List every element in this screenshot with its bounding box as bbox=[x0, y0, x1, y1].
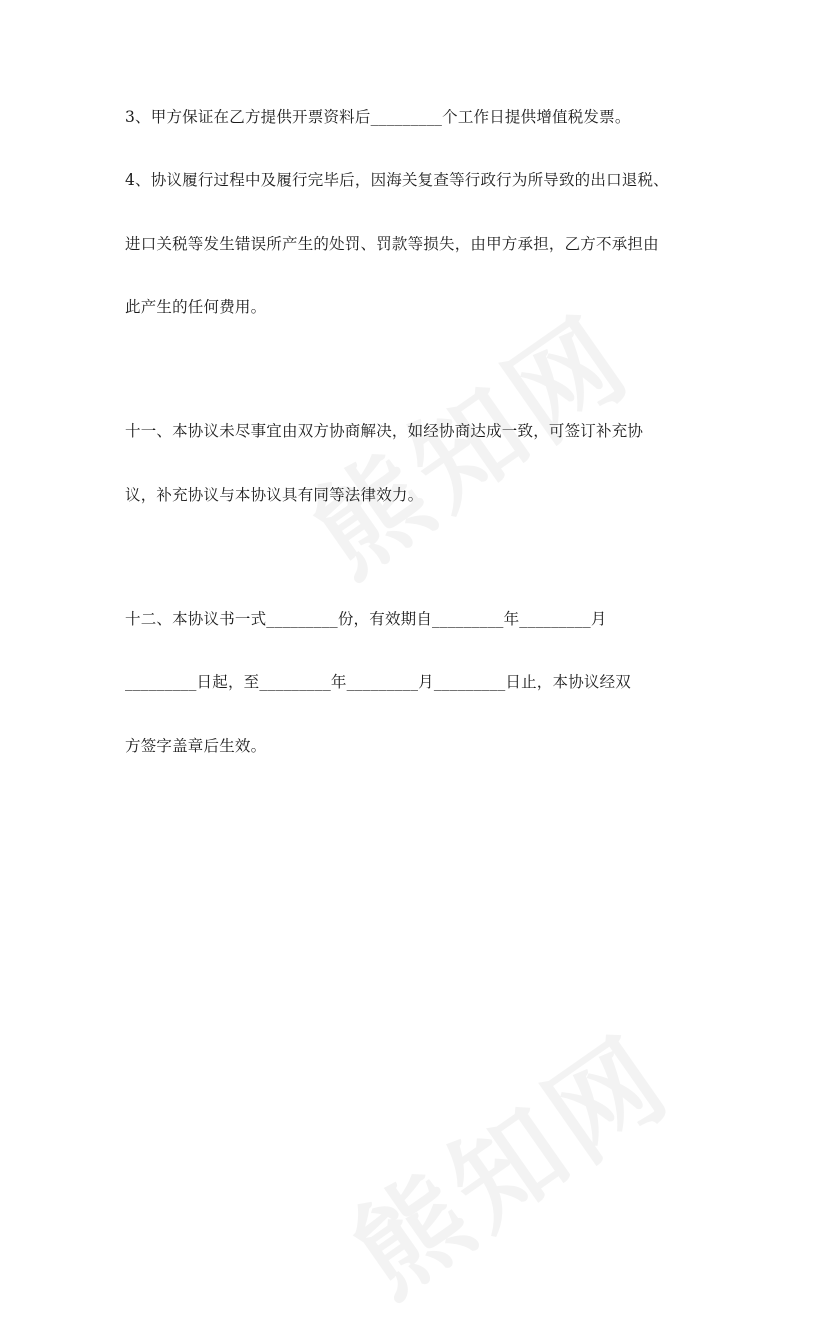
clause-4-line-2: 进口关税等发生错误所产生的处罚、罚款等损失，由甲方承担，乙方不承担由 bbox=[125, 235, 659, 253]
article-12-line-1: 十二、本协议书一式_________份，有效期自_________年_________月 bbox=[125, 610, 607, 628]
article-11-line-1: 十一、本协议未尽事宜由双方协商解决，如经协商达成一致，可签订补充协 bbox=[125, 422, 644, 440]
clause-4-line-1: 4、协议履行过程中及履行完毕后，因海关复查等行政行为所导致的出口退税、 bbox=[125, 171, 669, 189]
watermark bbox=[317, 993, 698, 1325]
article-12-line-2: _________日起，至_________年_________月_________日止，本协议经双 bbox=[125, 673, 632, 691]
clause-3-line-1: 3、甲方保证在乙方提供开票资料后_________个工作日提供增值税发票。 bbox=[125, 108, 631, 126]
article-12-line-3: 方签字盖章后生效。 bbox=[125, 737, 267, 755]
article-11-line-2: 议，补充协议与本协议具有同等法律效力。 bbox=[125, 486, 424, 504]
clause-4-line-3: 此产生的任何费用。 bbox=[125, 298, 267, 316]
